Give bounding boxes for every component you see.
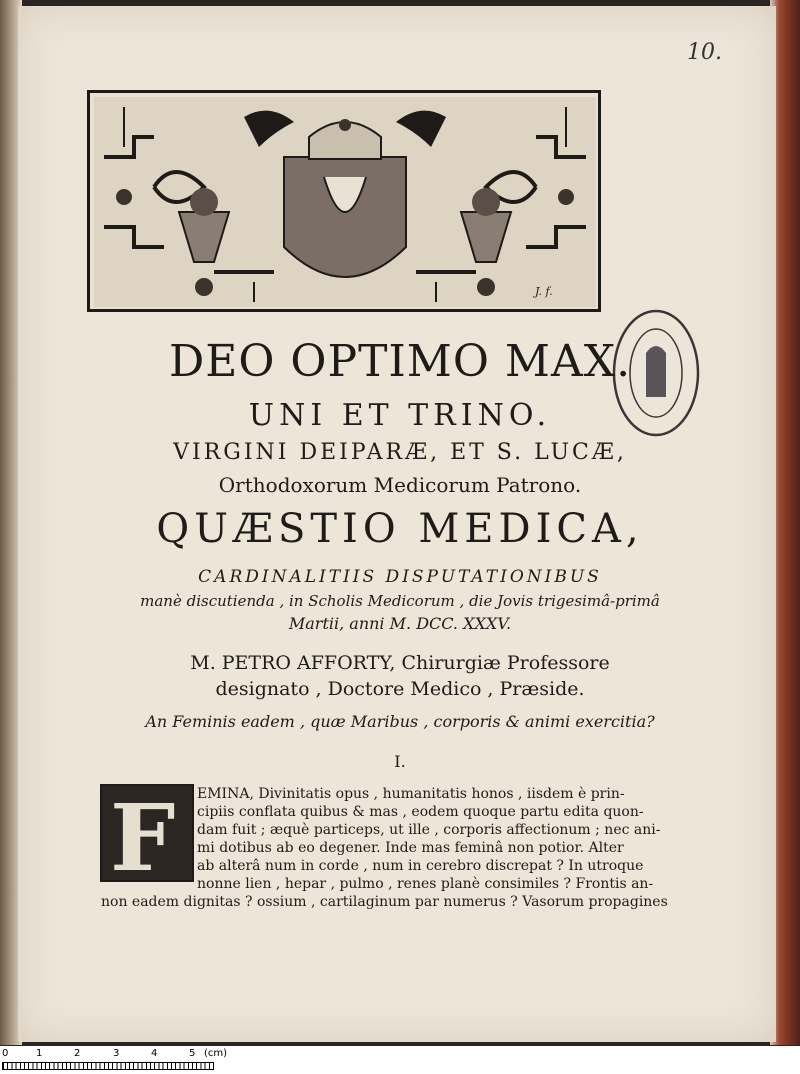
folio-number: 10. [687,40,722,65]
main-heading: QUÆSTIO MEDICA, [156,506,644,552]
dropcap-letter: F [110,784,176,892]
question: An Feminis eadem , quæ Maribus , corporis & animi exercitia? [145,712,655,731]
section-number: I. [394,752,406,771]
scale-label: 4 [151,1048,158,1059]
body-line: dam fuit ; æquè particeps, ut ille , corporis affectionum ; nec ani- [197,822,661,838]
scale-label: 1 [36,1048,43,1059]
scale-label: 0 [2,1048,9,1059]
body-line: mi dotibus ab eo degener. Inde mas feminâ non potior. Alter [197,840,624,856]
decorated-initial [100,784,194,892]
scale-label: 2 [74,1048,81,1059]
scale-unit: (cm) [204,1048,228,1059]
praeses-line-2: designato , Doctore Medico , Præside. [215,678,585,700]
title-line-1: DEO OPTIMO MAX. [168,336,632,387]
body-line: ab alterâ num in corde , num in cerebro discrepat ? In utroque [197,858,644,874]
scale-label: 3 [113,1048,120,1059]
title-line-3: VIRGINI DEIPARÆ, ET S. LUCÆ, [173,440,627,465]
title-line-4: Orthodoxorum Medicorum Patrono. [218,473,582,497]
body-line: cipiis conflata quibus & mas , eodem quoque partu edita quon- [197,804,644,820]
scale-label: 5 [189,1048,196,1059]
body-line: non eadem dignitas ? ossium , cartilaginum par numerus ? Vasorum propagines [101,894,668,910]
scale-ruler [2,1062,214,1070]
measurement-scale [0,1046,800,1074]
ornamental-headpiece [87,90,601,312]
title-line-2: UNI ET TRINO. [248,398,552,433]
imprint-line-1: CARDINALITIIS DISPUTATIONIBUS [198,567,602,587]
body-line: EMINA, Divinitatis opus , humanitatis honos , iisdem è prin- [197,786,625,802]
body-line: nonne lien , hepar , pulmo , renes planè consimiles ? Frontis an- [197,876,654,892]
imprint-line-3: Martii, anni M. DCC. XXXV. [288,614,512,633]
imprint-line-2: manè discutienda , in Scholis Medicorum , die Jovis trigesimâ-primâ [140,592,660,610]
praeses-line-1: M. PETRO AFFORTY, Chirurgiæ Professore [190,652,610,674]
engraver-initials: J. f. [535,285,553,298]
